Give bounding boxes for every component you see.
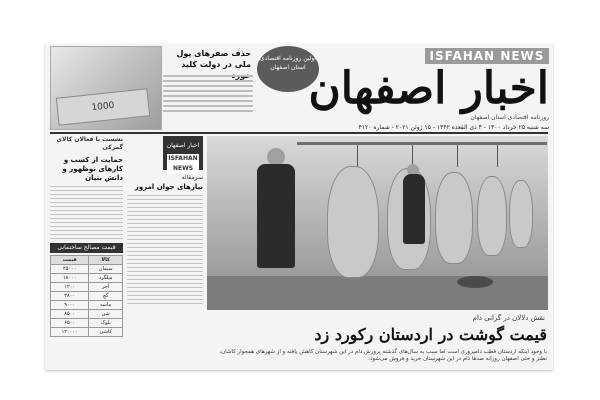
table-row xyxy=(51,265,123,274)
promo-title: حذف صفرهای پول ملی در دولت کلید xyxy=(176,49,251,69)
table-cell: گچ xyxy=(89,292,123,301)
left-column xyxy=(50,136,123,364)
table-row xyxy=(51,301,123,310)
isfahan-news-mini-logo xyxy=(163,136,203,170)
masthead-badge: اولین روزنامه اقتصادی استان اصفهان xyxy=(257,46,319,92)
table-cell: ۴۵۰۰۰ xyxy=(51,265,89,274)
promo-body-text xyxy=(163,72,253,115)
worker xyxy=(257,164,295,268)
table-cell: ۸۵۰۰ xyxy=(51,310,89,319)
floor xyxy=(207,276,548,310)
carcass xyxy=(435,172,473,264)
middle-kicker: سرمقاله xyxy=(181,174,203,181)
left-story-title: حمایت از کسب و کارهای نوظهور و دانش بنیان xyxy=(62,156,123,182)
left-column-head: نشست با فعالان کالای گمرکی xyxy=(56,136,123,151)
table-row xyxy=(51,283,123,292)
newspaper-front-page xyxy=(45,44,553,370)
masthead-english-name: ISFAHAN NEWS xyxy=(425,48,549,64)
mini-logo-bottom: ISFAHAN NEWS xyxy=(168,155,198,172)
carcass xyxy=(509,180,533,248)
table-cell: ماسه xyxy=(89,301,123,310)
main-story-lead: با وجود اینکه اردستان قطب دامپروری است اما سبب به سال‌های گذشته پرورش دام در این شهرستان کاهش یافته و از شهرهای همجوار کاشان، نطنز و حتی اصفهان روزانه صدها دام در این شهرستان خرید و فروش می‌شود. xyxy=(219,349,547,362)
middle-story-title: نیازهای جوان امروز xyxy=(134,183,203,191)
slaughterhouse-photo xyxy=(207,136,548,310)
carcass xyxy=(477,176,507,256)
hook xyxy=(357,145,358,167)
table-row xyxy=(51,319,123,328)
table-cell: ۶۵۰۰ xyxy=(51,319,89,328)
middle-story-body xyxy=(127,195,203,304)
banknote-illustration: 1000 xyxy=(56,88,150,125)
table-row xyxy=(51,292,123,301)
table-cell: سیمان xyxy=(89,265,123,274)
table-cell: شن xyxy=(89,310,123,319)
table-cell: کاشی xyxy=(89,328,123,337)
table-cell: ۹۰۰۰ xyxy=(51,301,89,310)
table-cell: آجر xyxy=(89,283,123,292)
table-cell: ۱۲۰۰۰۰ xyxy=(51,328,89,337)
table-cell: ۳۸۰۰ xyxy=(51,292,89,301)
price-table xyxy=(50,255,123,337)
price-table-title: قیمت مصالح ساختمانی xyxy=(50,243,123,253)
hook xyxy=(457,145,458,167)
carcass xyxy=(327,166,379,278)
price-table-header: کالا xyxy=(89,256,123,265)
price-table-header: قیمت xyxy=(51,256,89,265)
table-cell: ۱۲۰۰ xyxy=(51,283,89,292)
basin xyxy=(457,276,493,288)
table-cell: بلوک xyxy=(89,319,123,328)
main-headline: قیمت گوشت در اردستان رکورد زد xyxy=(314,325,547,344)
meat-rail xyxy=(297,142,547,145)
middle-column xyxy=(127,136,203,364)
hook xyxy=(497,145,498,167)
table-row xyxy=(51,274,123,283)
table-cell: ۱۸۰۰۰ xyxy=(51,274,89,283)
masthead-logo: اخبار اصفهان xyxy=(308,63,549,114)
masthead-subline: روزنامه اقتصادی استان اصفهان xyxy=(470,114,549,121)
main-story-kicker: نقش دلالان در گرانی دام xyxy=(472,314,545,322)
table-cell: میلگرد xyxy=(89,274,123,283)
masthead-divider xyxy=(50,132,548,134)
table-row xyxy=(51,310,123,319)
table-row xyxy=(51,328,123,337)
worker xyxy=(403,174,425,244)
promo-image xyxy=(50,46,162,130)
left-story-body xyxy=(50,186,123,239)
mini-logo-top: اخبار اصفهان xyxy=(166,142,200,149)
masthead-dateline: سه شنبه ۲۵ خرداد ۱۴۰۰ - ۴ ذی القعده ۱۴۴۲ - ۱۵ ژوئن ۲۰۲۱ - شماره ۴۱۲۰ xyxy=(358,124,549,131)
